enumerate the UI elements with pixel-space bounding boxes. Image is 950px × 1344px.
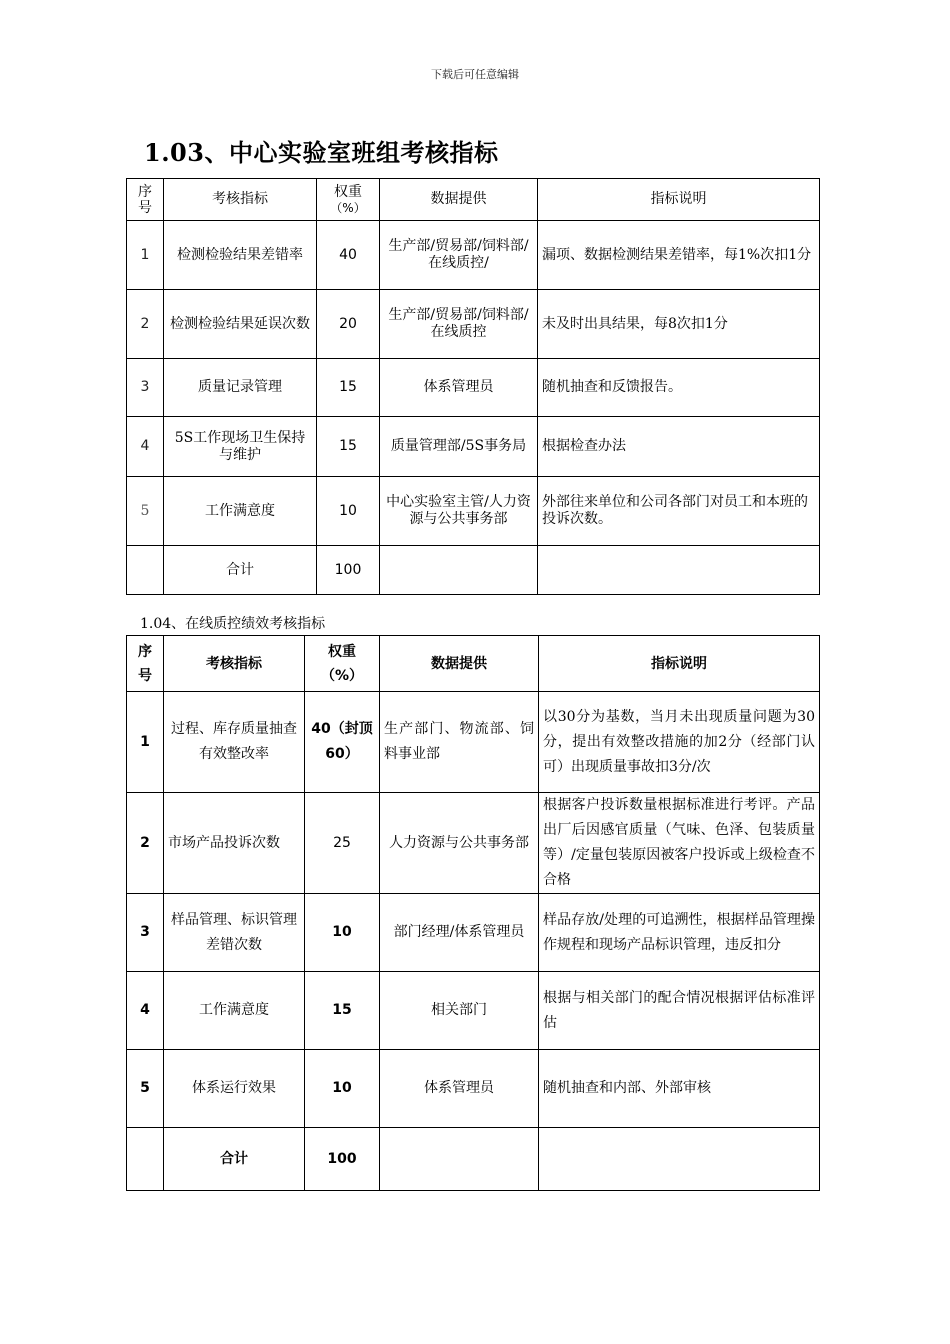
- row-provider: 相关部门: [380, 972, 539, 1050]
- total-value: 100: [317, 546, 380, 595]
- row-weight: 15: [317, 417, 380, 477]
- row-provider: 生产部/贸易部/饲料部/在线质控: [380, 290, 538, 359]
- table-row: [127, 692, 820, 793]
- row-weight: 15: [305, 972, 380, 1050]
- row-description: 随机抽查和内部、外部审核: [539, 1050, 820, 1128]
- table-total-row: [127, 546, 820, 595]
- table-row: [127, 417, 820, 477]
- row-number: 4: [127, 972, 164, 1050]
- row-description: 以30分为基数，当月未出现质量问题为30分，提出有效整改措施的加2分（经部门认可）出现质量事故扣3分/次: [539, 692, 820, 793]
- total-empty-cell: [127, 1128, 164, 1191]
- row-number: 3: [127, 359, 164, 417]
- row-number: 3: [127, 894, 164, 972]
- table-row: [127, 894, 820, 972]
- row-description: 根据与相关部门的配合情况根据评估标准评估: [539, 972, 820, 1050]
- row-provider: 体系管理员: [380, 1050, 539, 1128]
- row-weight: 15: [317, 359, 380, 417]
- header-note: 下载后可任意编辑: [431, 68, 519, 81]
- row-indicator: 检测检验结果延误次数: [164, 290, 317, 359]
- row-description: 漏项、数据检测结果差错率，每1%次扣1分: [538, 221, 820, 290]
- row-description: 外部往来单位和公司各部门对员工和本班的投诉次数。: [538, 477, 820, 546]
- row-weight: 25: [305, 793, 380, 894]
- row-indicator: 市场产品投诉次数: [164, 793, 305, 894]
- row-indicator: 5S工作现场卫生保持与维护: [164, 417, 317, 477]
- table-row: [127, 359, 820, 417]
- table-header-row: [127, 636, 820, 692]
- row-number: 2: [127, 290, 164, 359]
- total-empty-cell: [380, 1128, 539, 1191]
- total-empty-cell: [538, 546, 820, 595]
- online-qc-kpi-table: [126, 635, 820, 1191]
- table-row: [127, 221, 820, 290]
- row-indicator: 工作满意度: [164, 477, 317, 546]
- header-weight: 权重 （%）: [305, 636, 380, 692]
- row-weight: 40（封顶60）: [305, 692, 380, 793]
- table-header-row: [127, 179, 820, 221]
- row-weight: 10: [317, 477, 380, 546]
- row-indicator: 质量记录管理: [164, 359, 317, 417]
- total-value: 100: [305, 1128, 380, 1191]
- row-indicator: 体系运行效果: [164, 1050, 305, 1128]
- table-row: [127, 477, 820, 546]
- header-provider: 数据提供: [380, 179, 538, 221]
- row-weight: 10: [305, 894, 380, 972]
- table-total-row: [127, 1128, 820, 1191]
- total-empty-cell: [539, 1128, 820, 1191]
- row-number: 1: [127, 692, 164, 793]
- total-label: 合计: [164, 1128, 305, 1191]
- row-number: 5: [127, 477, 164, 546]
- row-indicator: 工作满意度: [164, 972, 305, 1050]
- row-number: 5: [127, 1050, 164, 1128]
- row-indicator: 过程、库存质量抽查有效整改率: [164, 692, 305, 793]
- header-description: 指标说明: [538, 179, 820, 221]
- lab-team-kpi-table: [126, 178, 820, 595]
- row-number: 4: [127, 417, 164, 477]
- header-seq: 序 号: [127, 179, 164, 221]
- row-description: 样品存放/处理的可追溯性，根据样品管理操作规程和现场产品标识管理，违反扣分: [539, 894, 820, 972]
- header-indicator: 考核指标: [164, 179, 317, 221]
- table-row: [127, 1050, 820, 1128]
- section-title-1-03: 1.03、中心实验室班组考核指标: [144, 138, 499, 167]
- row-provider: 生产部门、物流部、饲料事业部: [380, 692, 539, 793]
- table-row: [127, 972, 820, 1050]
- table-row: [127, 290, 820, 359]
- row-indicator: 检测检验结果差错率: [164, 221, 317, 290]
- row-weight: 10: [305, 1050, 380, 1128]
- row-indicator: 样品管理、标识管理差错次数: [164, 894, 305, 972]
- header-weight: 权重 （%）: [317, 179, 380, 221]
- header-description: 指标说明: [539, 636, 820, 692]
- row-description: 随机抽查和反馈报告。: [538, 359, 820, 417]
- header-seq: 序 号: [127, 636, 164, 692]
- total-label: 合计: [164, 546, 317, 595]
- row-weight: 20: [317, 290, 380, 359]
- section-title-1-04: 1.04、在线质控绩效考核指标: [140, 616, 326, 632]
- row-description: 未及时出具结果，每8次扣1分: [538, 290, 820, 359]
- row-number: 1: [127, 221, 164, 290]
- header-indicator: 考核指标: [164, 636, 305, 692]
- row-provider: 生产部/贸易部/饲料部/在线质控/: [380, 221, 538, 290]
- table-row: [127, 793, 820, 894]
- row-description: 根据检查办法: [538, 417, 820, 477]
- row-provider: 部门经理/体系管理员: [380, 894, 539, 972]
- row-description: 根据客户投诉数量根据标准进行考评。产品出厂后因感官质量（气味、色泽、包装质量等）/定量包装原因被客户投诉或上级检查不合格: [539, 793, 820, 894]
- row-provider: 中心实验室主管/人力资源与公共事务部: [380, 477, 538, 546]
- total-empty-cell: [380, 546, 538, 595]
- row-weight: 40: [317, 221, 380, 290]
- row-provider: 人力资源与公共事务部: [380, 793, 539, 894]
- row-number: 2: [127, 793, 164, 894]
- row-provider: 体系管理员: [380, 359, 538, 417]
- total-empty-cell: [127, 546, 164, 595]
- row-provider: 质量管理部/5S事务局: [380, 417, 538, 477]
- header-provider: 数据提供: [380, 636, 539, 692]
